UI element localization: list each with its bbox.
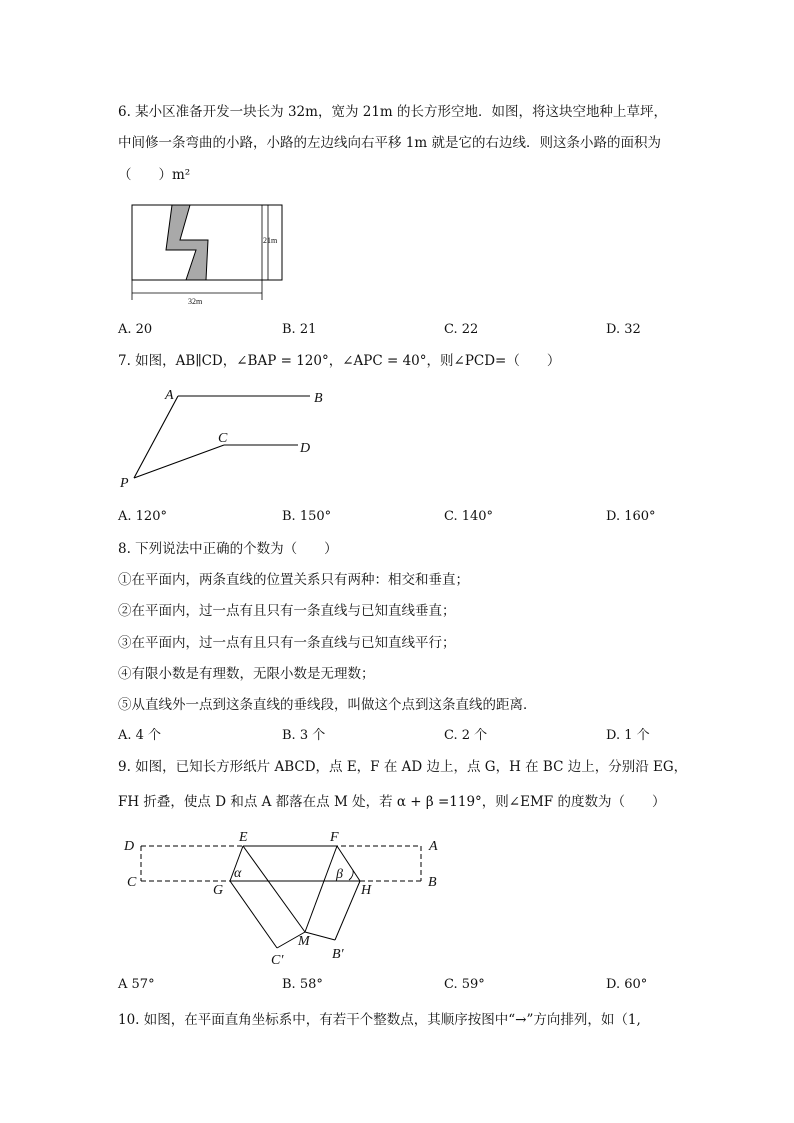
q10-text-line1: 10. 如图，在平面直角坐标系中，有若干个整数点，其顺序按图中“→”方向排列，如（1, xyxy=(118,1012,641,1028)
q9-segment-b1h xyxy=(335,881,360,940)
q9-label-b: B xyxy=(428,875,437,890)
q8-option-d: D. 1 个 xyxy=(606,728,650,743)
q7-option-d: D. 160° xyxy=(606,509,656,524)
q9-label-g: G xyxy=(213,883,224,898)
q9-label-alpha: α xyxy=(234,866,242,881)
q9-option-b: B. 58° xyxy=(282,977,323,992)
q8-option-c: C. 2 个 xyxy=(444,728,488,743)
q9-label-m: M xyxy=(298,934,310,949)
q6-height-label: 21m xyxy=(263,236,278,245)
q7-label-d: D xyxy=(300,441,311,456)
q8-statement-5: ⑤从直线外一点到这条直线的垂线段，叫做这个点到这条直线的距离． xyxy=(118,697,537,713)
q9-label-c: C xyxy=(127,875,137,890)
q6-path-shape xyxy=(166,205,208,280)
q9-option-d: D. 60° xyxy=(606,977,648,992)
q8-statement-1: ①在平面内，两条直线的位置关系只有两种：相交和垂直； xyxy=(118,572,469,588)
q6-text-line3: （ ）m² xyxy=(118,167,191,183)
q8-statement-2: ②在平面内，过一点有且只有一条直线与已知直线垂直； xyxy=(118,603,456,619)
q8-statement-4: ④有限小数是有理数，无限小数是无理数； xyxy=(118,666,375,682)
q7-label-b: B xyxy=(314,391,323,406)
q8-option-b: B. 3 个 xyxy=(282,728,326,743)
q7-label-a: A xyxy=(165,388,174,403)
q6-text-line2: 中间修一条弯曲的小路，小路的左边线向右平移 1m 就是它的右边线．则这条小路的面积为 xyxy=(118,135,661,151)
q7-option-c: C. 140° xyxy=(444,509,494,524)
q9-label-a: A xyxy=(429,839,438,854)
q7-line-ap xyxy=(134,396,178,478)
q9-figure xyxy=(115,826,455,971)
q9-text-line1: 9. 如图，已知长方形纸片 ABCD，点 E，F 在 AD 边上，点 G，H 在 BC 边上，分别沿 EG， xyxy=(118,759,688,775)
q6-option-b: B. 21 xyxy=(282,322,317,337)
q7-text-line1: 7. 如图，AB∥CD，∠BAP = 120°，∠APC = 40°，则∠PCD=（ ） xyxy=(118,353,561,369)
q6-text-line1: 6. 某小区准备开发一块长为 32m，宽为 21m 的长方形空地．如图，将这块空地种上草坪， xyxy=(118,104,668,120)
q7-option-a: A. 120° xyxy=(118,509,167,524)
q9-text-line2: FH 折叠，使点 D 和点 A 都落在点 M 处，若 α + β =119°，则∠EMF 的度数为（ ） xyxy=(118,794,666,810)
q9-label-f: F xyxy=(330,830,339,845)
q9-label-beta: β xyxy=(336,867,343,882)
q7-option-b: B. 150° xyxy=(282,509,332,524)
q6-option-a: A. 20 xyxy=(118,322,153,337)
q9-option-a: A 57° xyxy=(118,977,155,992)
q9-segment-fm xyxy=(305,846,337,932)
q9-option-c: C. 59° xyxy=(444,977,485,992)
q6-option-c: C. 22 xyxy=(444,322,479,337)
q9-label-d: D xyxy=(124,839,135,854)
q9-angle-beta-arc xyxy=(349,870,353,880)
q9-segment-em xyxy=(243,846,305,932)
q9-segment-gc1 xyxy=(230,881,277,948)
q8-statement-3: ③在平面内，过一点有且只有一条直线与已知直线平行； xyxy=(118,635,456,651)
q8-option-a: A. 4 个 xyxy=(118,728,162,743)
q7-line-pc xyxy=(134,445,224,478)
q9-label-b-prime: B′ xyxy=(332,947,344,962)
q8-text-line1: 8. 下列说法中正确的个数为（ ） xyxy=(118,541,338,557)
q6-figure xyxy=(120,198,300,306)
q9-label-e: E xyxy=(239,830,248,845)
q9-label-h: H xyxy=(361,883,372,898)
q6-width-label: 32m xyxy=(188,297,203,306)
q7-label-c: C xyxy=(218,431,228,446)
q9-label-c-prime: C′ xyxy=(271,953,284,968)
q7-label-p: P xyxy=(120,476,129,491)
q6-option-d: D. 32 xyxy=(606,322,641,337)
q7-figure xyxy=(110,380,340,495)
